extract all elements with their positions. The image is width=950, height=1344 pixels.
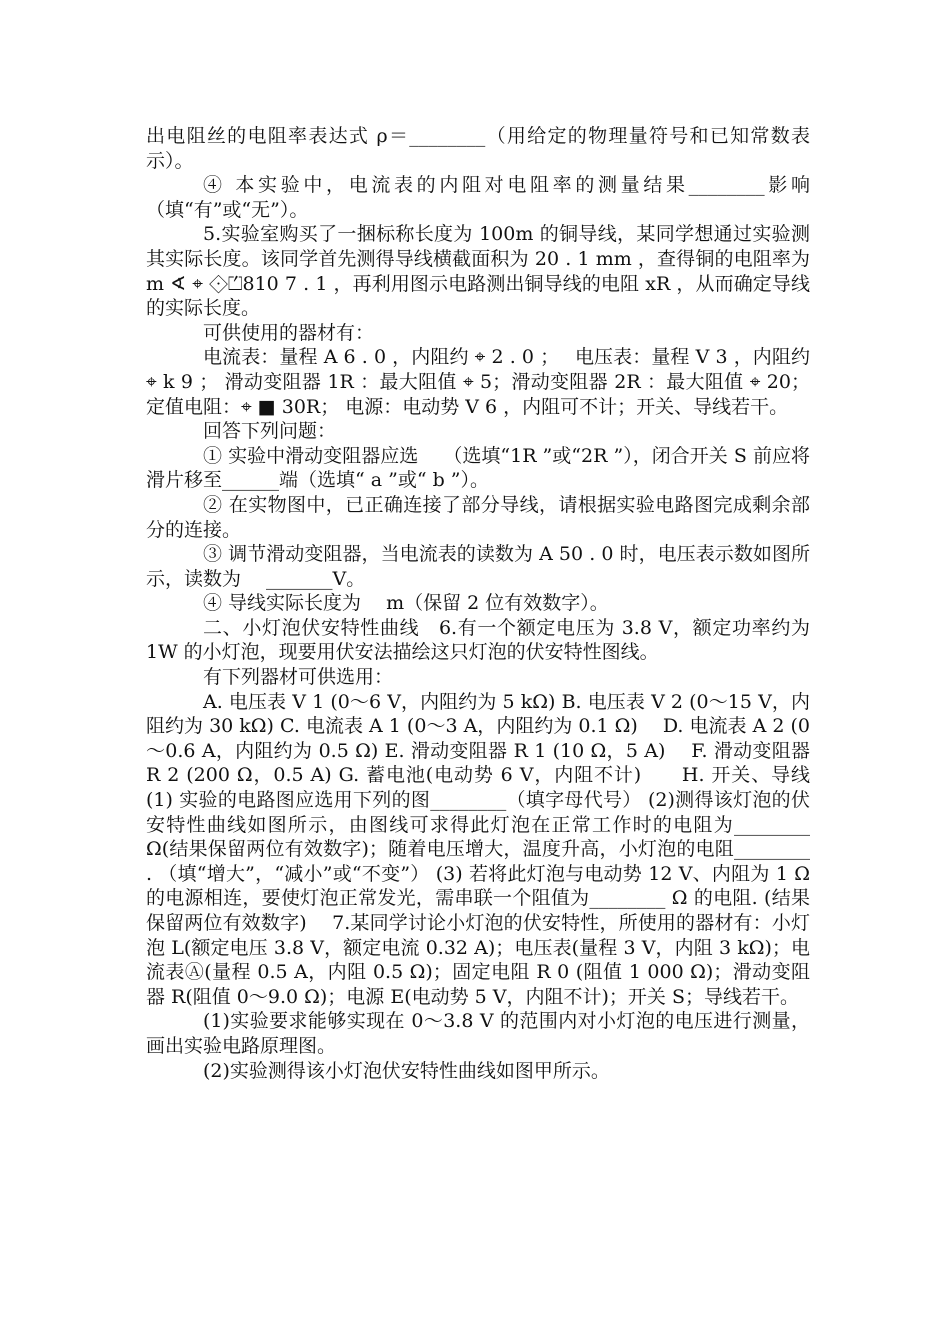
paragraph-answer-heading: 回答下列问题： (203, 420, 337, 443)
paragraph-q5-part-3: ③ 调节滑动变阻器，当电流表的读数为 A 50 . 0 时，电压表示数如图所示，读数为 _______V。 (146, 543, 810, 590)
paragraph-q5-part-4: ④ 导线实际长度为 m（保留 2 位有效数字）。 (203, 592, 609, 615)
paragraph-q7-part-1: (1)实验要求能够实现在 0～3.8 V 的范围内对小灯泡的电压进行测量，画出实验电路原理图。 (146, 1010, 810, 1057)
paragraph-question-5-intro: 5.实验室购买了一捆标称长度为 100m 的铜导线，某同学想通过实验测其实际长度。该同学首先测得导线横截面积为 20 . 1 mm ，查得铜的电阻率为 m ∢ ⌖ ⟐⏍810 7 . 1 ，再利用图示电路测出铜导线的电阻 xR ，从而确定导线的实际长度。 (146, 223, 810, 320)
paragraph-resistivity-expression: 出电阻丝的电阻率表达式 ρ＝________（用给定的物理量符号和已知常数表示）。 (146, 125, 810, 172)
paragraph-q5-part-1: ① 实验中滑动变阻器应选 （选填“1R ”或“2R ”），闭合开关 S 前应将滑片移至______端（选填“ a ”或“ b ”）。 (146, 444, 810, 492)
paragraph-section-2-question-6: 二、小灯泡伏安特性曲线 6.有一个额定电压为 3.8 V，额定功率约为 1W 的小灯泡，现要用伏安法描绘这只灯泡的伏安特性图线。 (146, 616, 810, 664)
document-page (146, 124, 810, 1083)
paragraph-q6-equipment-heading: 有下列器材可供选用： (203, 666, 394, 689)
paragraph-q5-part-2: ② 在实物图中，已正确连接了部分导线，请根据实验电路图完成剩余部分的连接。 (146, 493, 810, 541)
paragraph-ammeter-resistance-effect: ④ 本实验中，电流表的内阻对电阻率的测量结果________影响（填“有”或“无”）。 (146, 174, 810, 221)
paragraph-equipment-list: 电流表：量程 A 6 . 0 ，内阻约 ⌖ 2 . 0 ； 电压表：量程 V 3 ，内阻约 ⌖ k 9 ； 滑动变阻器 1R ：最大阻值 ⌖ 5；滑动变阻器 2R ：最大阻值 ⌖ 20；定值电阻：⌖ ■ 30R； 电源：电动势 V 6 ，内阻可不计；开关、导线若干。 (146, 346, 810, 418)
paragraph-equipment-heading: 可供使用的器材有： (203, 321, 375, 344)
paragraph-q7-part-2: (2)实验测得该小灯泡伏安特性曲线如图甲所示。 (203, 1059, 610, 1082)
paragraph-q6-q7-body: A. 电压表 V 1 (0～6 V，内阻约为 5 kΩ) B. 电压表 V 2 (0～15 V，内阻约为 30 kΩ) C. 电流表 A 1 (0～3 A，内阻约为 0.1 Ω) D. 电流表 A 2 (0～0.6 A，内阻约为 0.5 Ω) E. 滑动变阻器 R 1 (10 Ω，5 A) F. 滑动变阻器 R 2 (200 Ω，0.5 A) G. 蓄电池(电动势 6 V，内阻不计) H. 开关、导线 (1) 实验的电路图应选用下列的图________（填字母代号） (2)测得该灯泡的伏安特性曲线如图所示，由图线可求得此灯泡在正常工作时的电阻为________ Ω(结果保留两位有效数字)；随着电压增大，温度升高，小灯泡的电阻________ . （填“增大”，“减小”或“不变”） (3) 若将此灯泡与电动势 12 V、内阻为 1 Ω 的电源相连，要使灯泡正常发光，需串联一个阻值为________ Ω 的电阻. (结果保留两位有效数字) 7.某同学讨论小灯泡的伏安特性，所使用的器材有：小灯泡 L(额定电压 3.8 V，额定电流 0.32 A)；电压表(量程 3 V，内阻 3 kΩ)；电流表Ⓐ(量程 0.5 A，内阻 0.5 Ω)；固定电阻 R 0 (阻值 1 000 Ω)；滑动变阻器 R(阻值 0～9.0 Ω)；电源 E(电动势 5 V，内阻不计)；开关 S；导线若干。 (146, 690, 810, 1008)
